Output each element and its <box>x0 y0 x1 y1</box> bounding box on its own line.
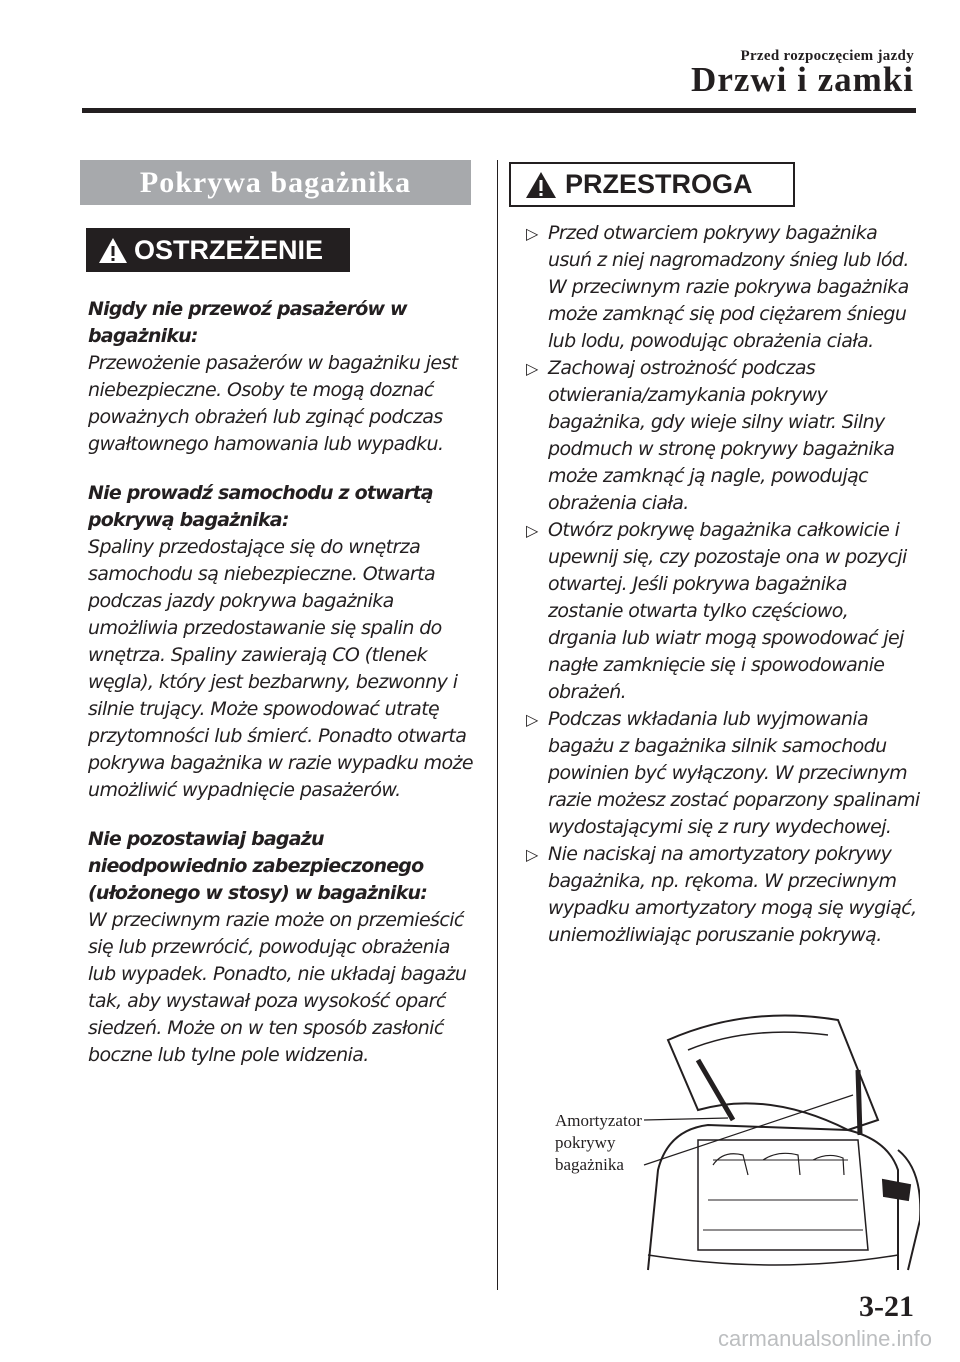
header-section: Przed rozpoczęciem jazdy <box>740 48 914 64</box>
caution-item <box>526 220 921 355</box>
warning-body: Przewożenie pasażerów w bagażniku jest niebezpieczne. Osoby te mogą doznać poważnych obrażeń lub zginąć podczas gwałtownego hamowania lub wypadku. <box>88 352 458 455</box>
warning-body: W przeciwnym razie może on przemieścić się lub przewrócić, powodując obrażenia lub wypadek. Ponadto, nie układaj bagażu tak, aby wystawał poza wysokość oparć siedzeń. Może on w ten sposób zasłonić boczne lub tylne pole widzenia. <box>88 909 467 1066</box>
figure-label <box>555 1110 642 1176</box>
warning-body: Spaliny przedostające się do wnętrza samochodu są niebezpieczne. Otwarta podczas jazdy pokrywa bagażnika umożliwia przedostawanie się spalin do wnętrza. Spaliny zawierają CO (tlenek węgla), który jest bezbarwny, bezwonny i silnie trujący. Może spowodować utratę przytomności lub śmierć. Ponadto otwarta pokrywa bagażnika w razie wypadku może umożliwić wypadnięcie pasażerów. <box>88 536 473 801</box>
triangle-right-icon: ▷ <box>526 359 538 378</box>
triangle-right-icon: ▷ <box>526 224 538 243</box>
caution-label: PRZESTROGA <box>565 169 753 199</box>
triangle-right-icon: ▷ <box>526 710 538 729</box>
caution-item <box>526 355 921 517</box>
caution-item-text: Zachowaj ostrożność podczas otwierania/zamykania pokrywy bagażnika, gdy wieje silny wiatr. Silny podmuch w stronę pokrywy bagażnika może zamknąć ją nagle, powodując obrażenia ciała. <box>548 357 895 514</box>
caution-item <box>526 841 921 949</box>
caution-badge <box>509 162 795 207</box>
column-divider <box>497 160 498 1290</box>
warning-badge <box>86 228 350 272</box>
caution-item <box>526 517 921 706</box>
warning-label: OSTRZEŻENIE <box>134 234 324 265</box>
figure-label-line: Amortyzator <box>555 1111 642 1130</box>
warning-heading: Nie pozostawiaj bagażu nieodpowiednio zabezpieczonego (ułożonego w stosy) w bagażniku: <box>88 828 428 904</box>
warning-block <box>88 826 478 1069</box>
warning-block <box>88 480 478 804</box>
figure-label-line: pokrywy <box>555 1133 616 1152</box>
header-rule <box>82 108 916 113</box>
warning-triangle-icon <box>525 171 557 199</box>
warning-heading: Nigdy nie przewoź pasażerów w bagażniku: <box>88 298 407 347</box>
figure-label-line: bagażnika <box>555 1155 624 1174</box>
caution-item-text: Nie naciskaj na amortyzatory pokrywy bagażnika, np. rękoma. W przeciwnym wypadku amortyzatory mogą się wygiąć, uniemożliwiając poruszanie pokrywą. <box>548 843 917 946</box>
caution-item <box>526 706 921 841</box>
caution-item-text: Przed otwarciem pokrywy bagażnika usuń z niej nagromadzony śnieg lub lód. W przeciwnym razie pokrywa bagażnika może zamknąć się pod ciężarem śniegu lub lodu, powodując obrażenia ciała. <box>548 222 909 352</box>
warning-heading: Nie prowadź samochodu z otwartą pokrywą bagażnika: <box>88 482 433 531</box>
footer-url[interactable]: carmanualsonline.info <box>717 1326 932 1351</box>
warning-column <box>88 296 478 1091</box>
section-title: Pokrywa bagażnika <box>80 160 471 205</box>
warning-block <box>88 296 478 458</box>
header-chapter: Drzwi i zamki <box>691 60 914 99</box>
caution-list <box>526 220 921 949</box>
page-number: 3-21 <box>859 1290 914 1323</box>
warning-triangle-icon <box>98 237 128 264</box>
caution-item-text: Otwórz pokrywę bagażnika całkowicie i upewnij się, czy pozostaje ona w pozycji otwartej. Jeśli pokrywa bagażnika zostanie otwarta tylko częściowo, drgania lub wiatr mogą spowodować jej nagłe zamknięcie się i spowodowanie obrażeń. <box>548 519 907 703</box>
triangle-right-icon: ▷ <box>526 845 538 864</box>
triangle-right-icon: ▷ <box>526 521 538 540</box>
caution-item-text: Podczas wkładania lub wyjmowania bagażu z bagażnika silnik samochodu powinien być wyłączony. W przeciwnym razie możesz zostać poparzony spalinami wydostającymi się z rury wydechowej. <box>548 708 920 838</box>
